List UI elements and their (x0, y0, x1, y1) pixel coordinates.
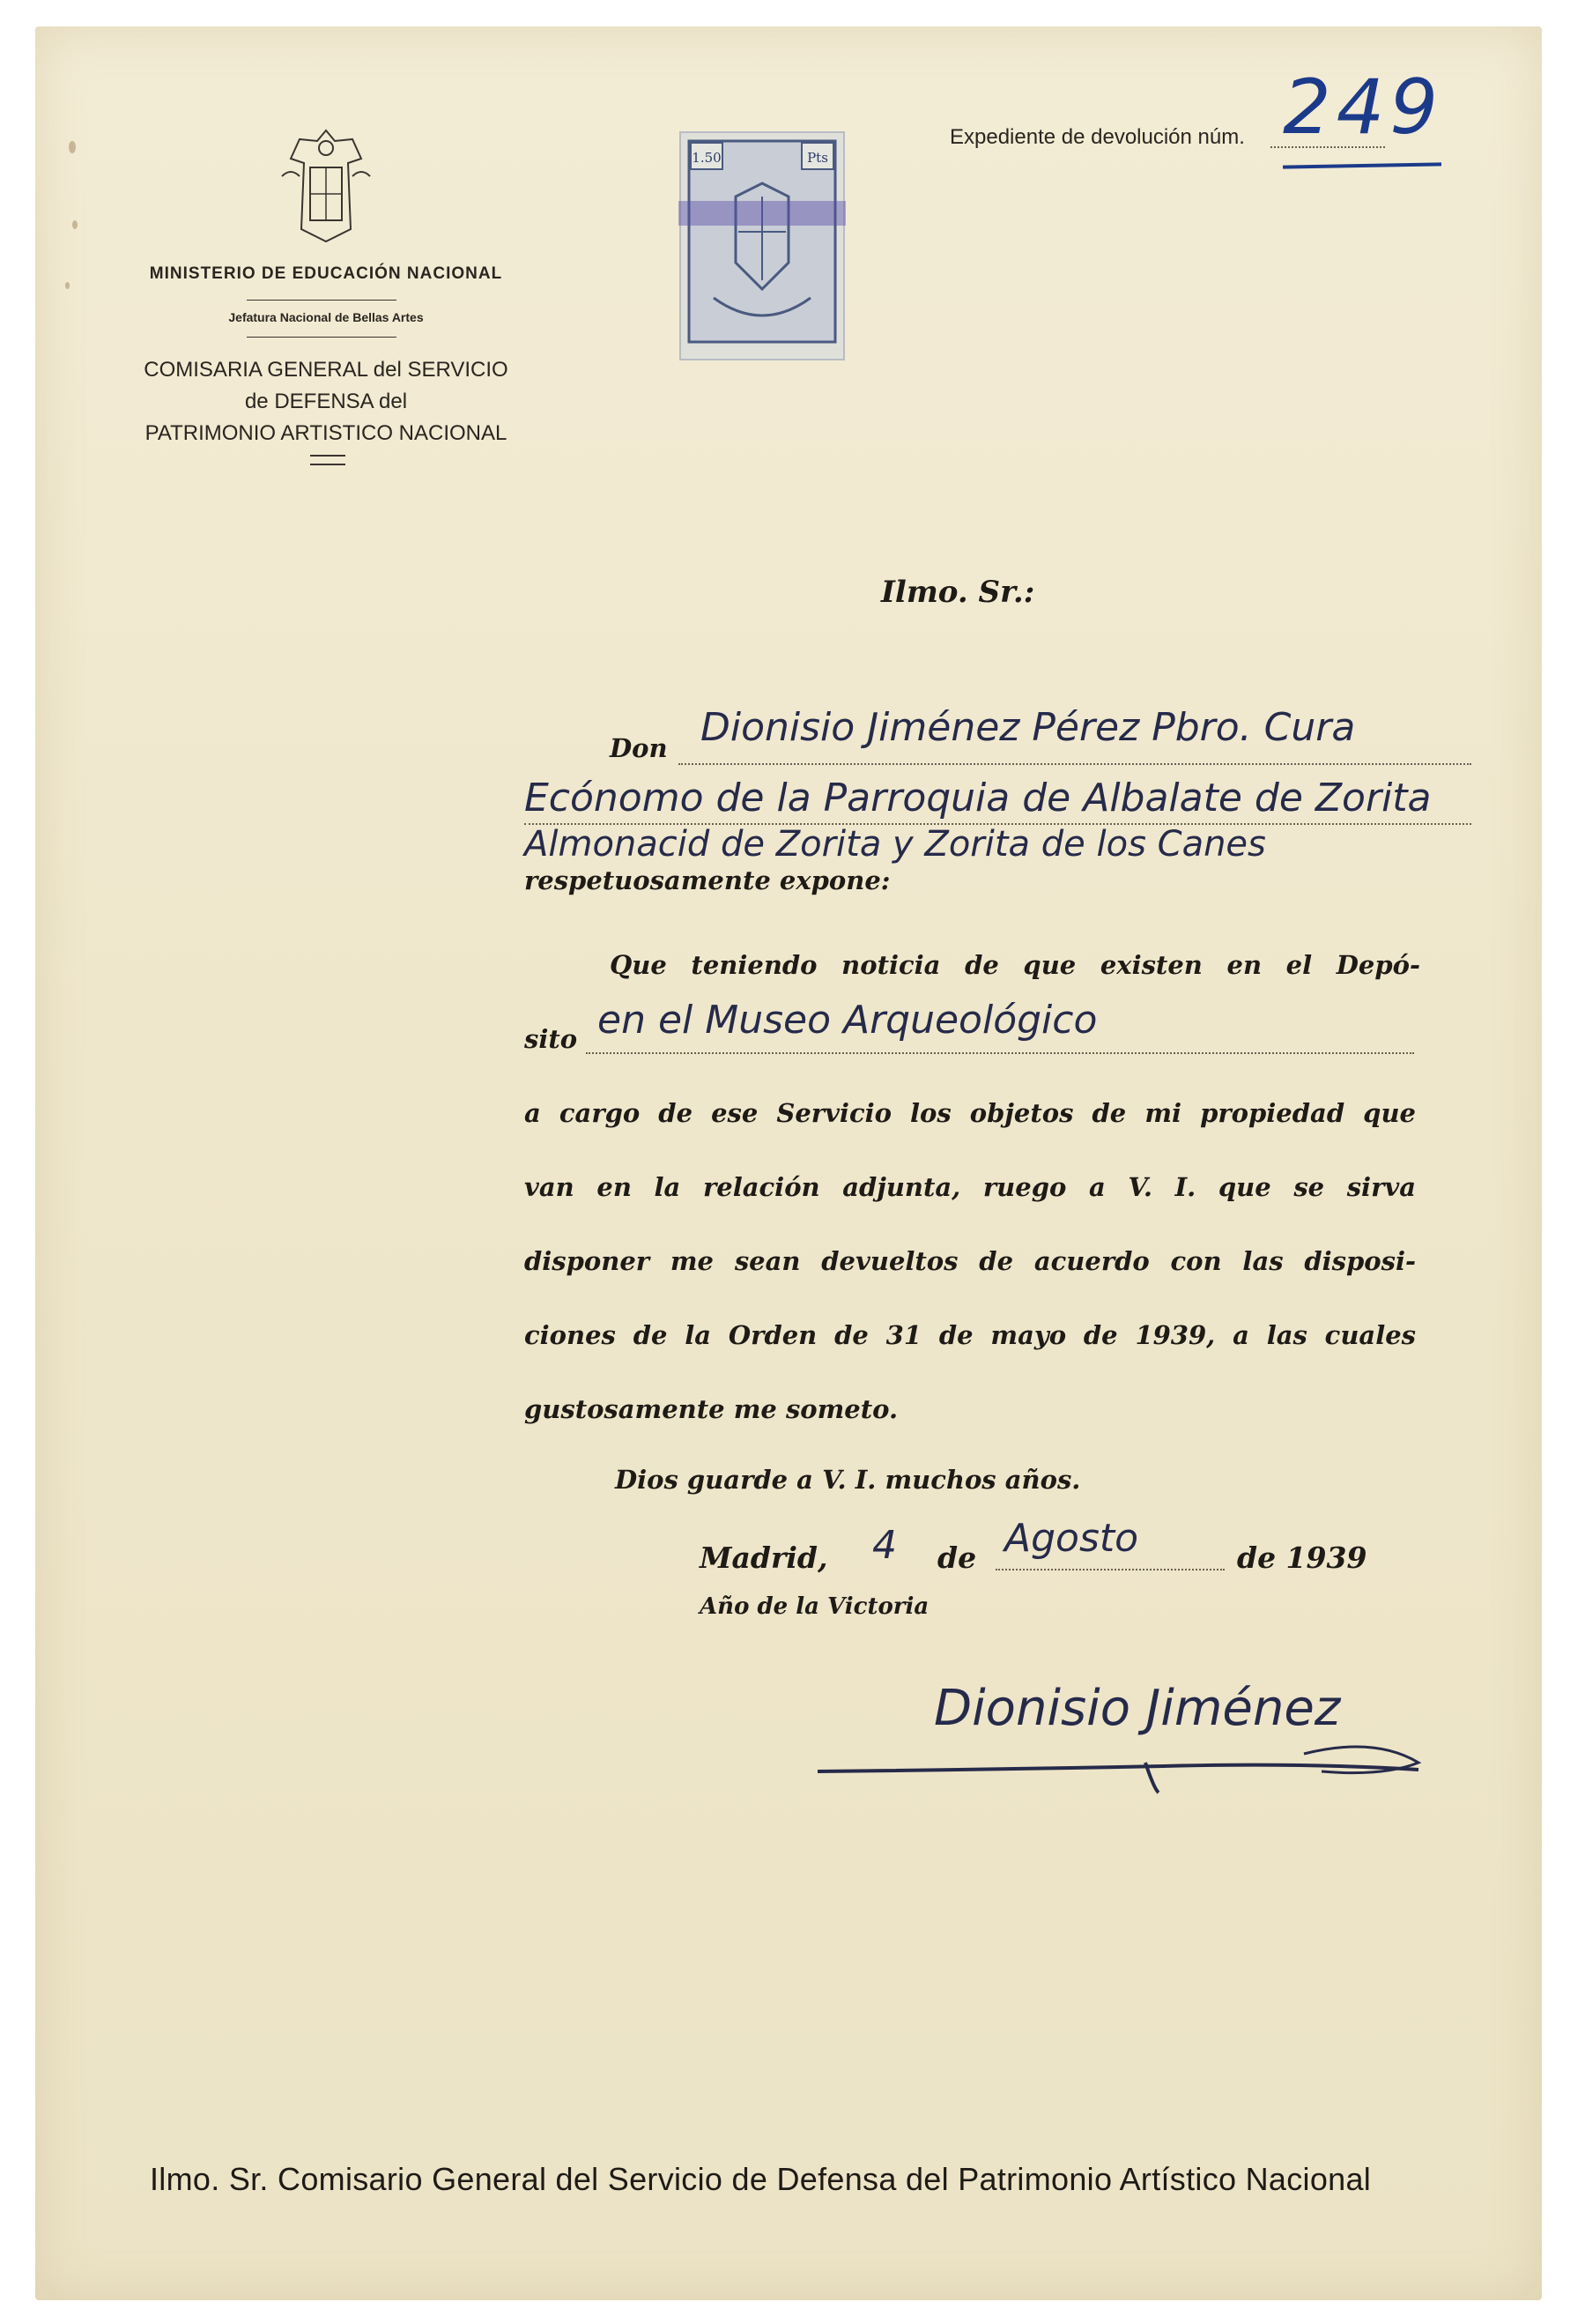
closing-formula: Dios guarde a V. I. muchos años. (615, 1465, 1081, 1495)
era-text: Año de la Victoria (700, 1593, 930, 1620)
salutation: Ilmo. Sr.: (881, 575, 1035, 610)
paragraph-line: ciones de la Orden de 31 de mayo de 1939, a las cuales (524, 1320, 1416, 1350)
fill-line (586, 1052, 1414, 1054)
divider (247, 300, 396, 301)
respectfully-text: respetuosamente expone: (524, 865, 891, 895)
commission-line: COMISARIA GENERAL del SERVICIO (144, 358, 508, 382)
divider (247, 337, 396, 338)
paragraph-line: Que teniendo noticia de que existen en el Depó- (610, 950, 1420, 980)
paragraph-line: van en la relación adjunta, ruego a V. I. que se sirva (524, 1172, 1416, 1202)
revenue-stamp (678, 130, 846, 361)
stamp-value: 1.50 (692, 150, 722, 166)
ink-stain (69, 141, 76, 153)
sito-label: sito (524, 1024, 578, 1054)
stamp-currency: Pts (807, 150, 828, 166)
date-month: Agosto (1004, 1516, 1139, 1561)
petitioner-name: Dionisio Jiménez Pérez Pbro. Cura (700, 705, 1356, 750)
paragraph-line: disponer me sean devueltos de acuerdo con las disposi- (524, 1246, 1416, 1276)
commission-name (123, 354, 529, 449)
paragraph-line: gustosamente me someto. (524, 1394, 899, 1424)
ink-stain (65, 282, 70, 289)
petitioner-parishes: Almonacid de Zorita y Zorita de los Canes (524, 824, 1266, 865)
don-label: Don (610, 733, 668, 763)
fill-line (678, 763, 1471, 765)
expediente-label: Expediente de devolución núm. (950, 125, 1245, 149)
ink-stain (72, 220, 78, 229)
paragraph-line: a cargo de ese Servicio los objetos de mi propiedad que (524, 1098, 1416, 1128)
ministry-name: MINISTERIO DE EDUCACIÓN NACIONAL (149, 264, 503, 283)
signature-flourish (811, 1727, 1427, 1798)
deposit-place: en el Museo Arqueológico (597, 998, 1098, 1043)
date-place: Madrid, (700, 1541, 828, 1575)
petitioner-title: Ecónomo de la Parroquia de Albalate de Zorita (524, 776, 1432, 820)
addressee-footer: Ilmo. Sr. Comisario General del Servicio de Defensa del Patrimonio Artístico Nacional (150, 2161, 1372, 2197)
fill-line (996, 1569, 1225, 1570)
double-rule (310, 455, 345, 465)
cancellation-mark (678, 201, 846, 226)
department-name: Jefatura Nacional de Bellas Artes (228, 310, 424, 324)
commission-line: PATRIMONIO ARTISTICO NACIONAL (144, 421, 507, 445)
expediente-number: 249 (1283, 63, 1444, 152)
date-de: de (937, 1541, 977, 1575)
signature: Dionisio Jiménez (934, 1680, 1341, 1737)
commission-line: de DEFENSA del (244, 390, 408, 413)
date-year: de 1939 (1237, 1541, 1367, 1575)
date-day: 4 (872, 1523, 897, 1568)
coat-of-arms-icon (273, 123, 379, 247)
